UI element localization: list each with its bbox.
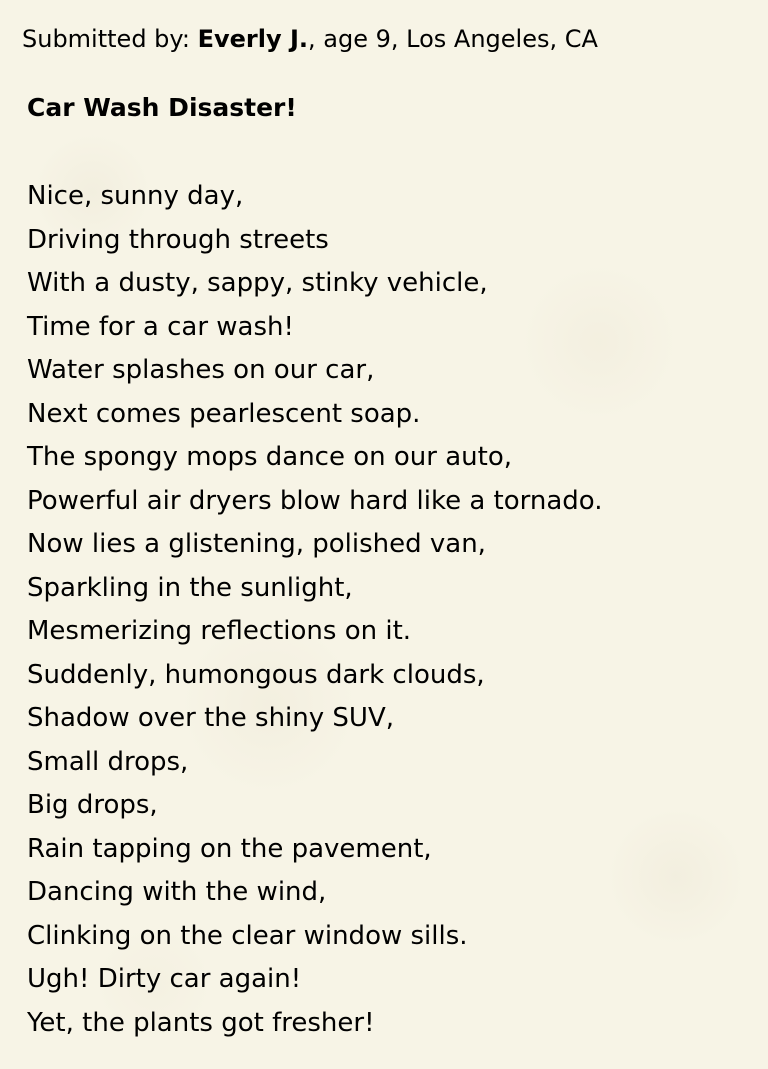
poem-line: Driving through streets	[27, 224, 329, 255]
poem-line: Dancing with the wind,	[27, 877, 327, 907]
poem-line: Water splashes on our car,	[27, 355, 375, 385]
poem-title: Car Wash Disaster!	[27, 93, 297, 122]
poem-line: Suddenly, humongous dark clouds,	[27, 659, 485, 690]
poem-line: Mesmerizing reflections on it.	[27, 616, 412, 646]
poem-line: Nice, sunny day,	[27, 181, 244, 211]
poem-body	[27, 175, 603, 1045]
submission-credit	[22, 22, 598, 56]
poem-line: Clinking on the clear window sills.	[27, 920, 468, 951]
poem-line: The spongy mops dance on our auto,	[27, 442, 512, 472]
poem-line: Big drops,	[27, 790, 158, 820]
poem-line: Powerful air dryers blow hard like a tornado.	[27, 485, 603, 516]
author-details: , age 9, Los Angeles, CA	[308, 25, 598, 53]
poem-line: Next comes pearlescent soap.	[27, 398, 421, 429]
poem-line: Ugh! Dirty car again!	[27, 964, 302, 994]
poem-line: Sparkling in the sunlight,	[27, 572, 353, 603]
author-name: Everly J.	[197, 25, 309, 53]
poem-line: Shadow over the shiny SUV,	[27, 703, 394, 733]
submitted-by-label: Submitted by:	[22, 25, 198, 53]
poem-line: Small drops,	[27, 746, 189, 777]
poem-line: Now lies a glistening, polished van,	[27, 529, 486, 559]
poem-line: Yet, the plants got fresher!	[27, 1007, 375, 1038]
poem-line: With a dusty, sappy, stinky vehicle,	[27, 268, 488, 298]
poem-line: Rain tapping on the pavement,	[27, 833, 432, 864]
poem-line: Time for a car wash!	[27, 311, 294, 342]
